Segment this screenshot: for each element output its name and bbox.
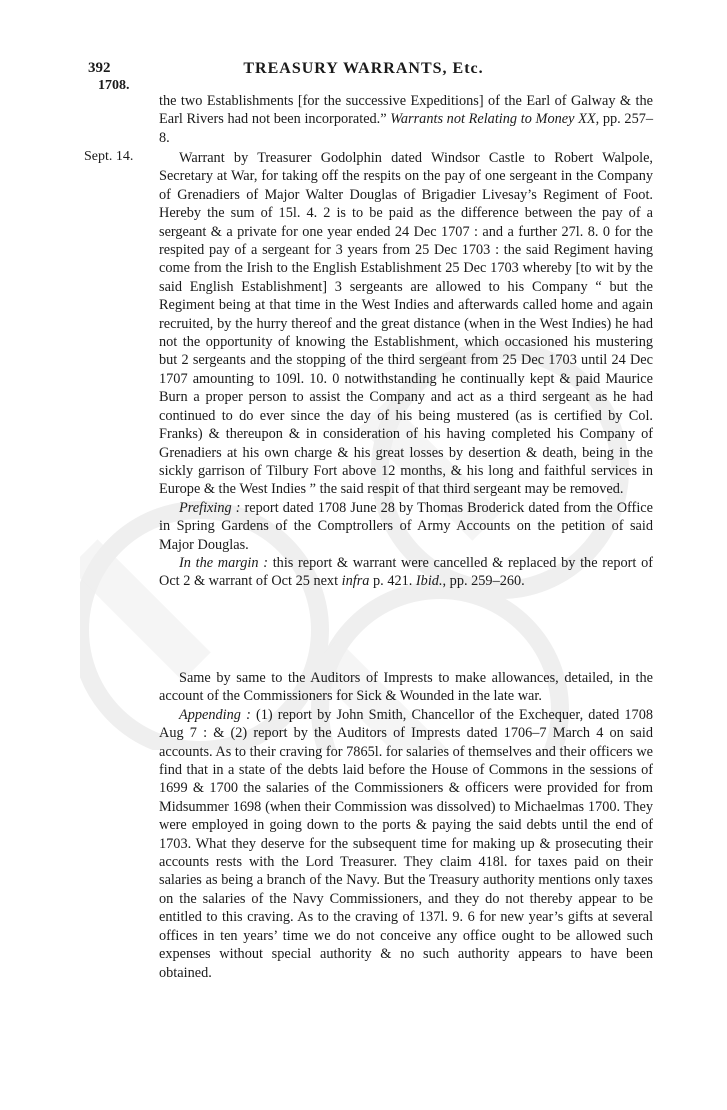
prefixing-label: Prefixing : (179, 499, 241, 516)
margin-date-sept-14: Sept. 14. (84, 149, 134, 164)
ibid-pages: , pp. 259–260. (442, 573, 525, 590)
prefixing-note (159, 499, 653, 554)
header-year: 1708. (98, 78, 130, 93)
infra-ref: infra (341, 573, 370, 590)
page-number: 392 (88, 60, 111, 76)
margin-text: this report & warrant were cancelled & replaced by the report of Oct 2 & warrant of Oct 25 next (159, 554, 653, 590)
entry-sick-wounded (159, 669, 653, 982)
margin-note (159, 554, 653, 591)
appending-label: Appending : (179, 706, 251, 723)
entry-body: Warrant by Treasurer Godolphin dated Windsor Castle to Robert Walpole, Secretary at War, for taking off the respits on the pay of one sergeant in the Company of Grenadiers of Major Walter Douglas of Brigadier Livesay’s Regiment of Foot. Hereby the sum of 15l. 4. 2 is to be paid as the difference between the pay of a sergeant & a private for one year ended 24 Dec 1707 : and a further 27l. 8. 0 for the respited pay of a sergeant for 3 years from 25 Dec 1703 : the said Regiment having come from the Irish to the English Establishment 25 Dec 1703 whereby [to wit by the said English Establishment] 3 sergeants are allowed to his Company “ but the Regiment being at that time in the West Indies and afterwards called home and again recruited, by the hurry thereof and the great distance (when in the West Indies) he had not the opportunity of knowing the Establishment, which occasioned his mustering but 2 sergeants and the stopping of the third sergeant from 25 Dec 1703 until 24 Dec 1707 amounting to 109l. 10. 0 notwithstanding he continually kept & paid Maurice Burn a proper person to assist the Company and act as a third sergeant as he had continued to do ever since the day of his being mustered (as is certified by Col. Franks) & thereupon & in consideration of his having completed his Company of Grenadiers at his own charge & his great losses by desertion & death, being in the sickly garrison of Tilbury Fort above 12 months, & his long and faithful services in Europe & the West Indies ” the said respit of that third sergeant may be removed. (159, 150, 653, 498)
margin-text-2: p. 421. (369, 573, 416, 590)
source-pages: , pp. 257–8. (159, 111, 654, 146)
appending-note (159, 706, 653, 982)
prefixing-text: report dated 1708 June 28 by Thomas Broderick dated from the Office in Spring Gardens of the Comptrollers of Army Accounts on the petition of said Major Douglas. (159, 499, 653, 553)
continuation-text: the two Establishments [for the successive Expeditions] of the Earl of Galway & the Earl Rivers had not been incorporated.” (159, 93, 653, 128)
continuation-paragraph (159, 92, 653, 147)
appending-text: (1) report by John Smith, Chancellor of the Exchequer, dated 1708 Aug 7 : & (2) report by the Auditors of Imprests dated 1706–7 March 4 on said accounts. As to their craving for 7865l. for salaries of themselves and their officers we find that in a state of the debts laid before the House of Commons in the sessions of 1699 & 1700 the salaries of the Commissioners & officers were provided for from Midsummer 1698 (when their Commission was dissolved) to Michaelmas 1700. They were employed in going down to the ports & paying the said debts until the end of 1703. What they deserve for the subsequent time for making up & prosecuting their accounts rests with the Lord Treasurer. They claim 418l. for taxes paid on their salaries as being a branch of the Navy. But the Treasury authority mentions only taxes on the salaries of the Navy Commissioners, and they do not thereby appear to be entitled to this craving. As to the craving of 137l. 9. 6 for new year’s gifts at several offices in ten years’ time we do not conceive any office ought to be allowed such expenses without special authority & no such authority appears to have been obtained. (159, 706, 653, 981)
source-citation: Warrants not Relating to Money XX (390, 111, 596, 128)
entry-warrant-godolphin (159, 149, 653, 591)
entry-body: Same by same to the Auditors of Imprests to make allowances, detailed, in the account of the Commissioners for Sick & Wounded in the late war. (159, 670, 653, 705)
ibid-ref: Ibid. (415, 573, 443, 590)
running-title: TREASURY WARRANTS, Etc. (243, 60, 484, 77)
margin-label: In the margin : (179, 554, 268, 571)
